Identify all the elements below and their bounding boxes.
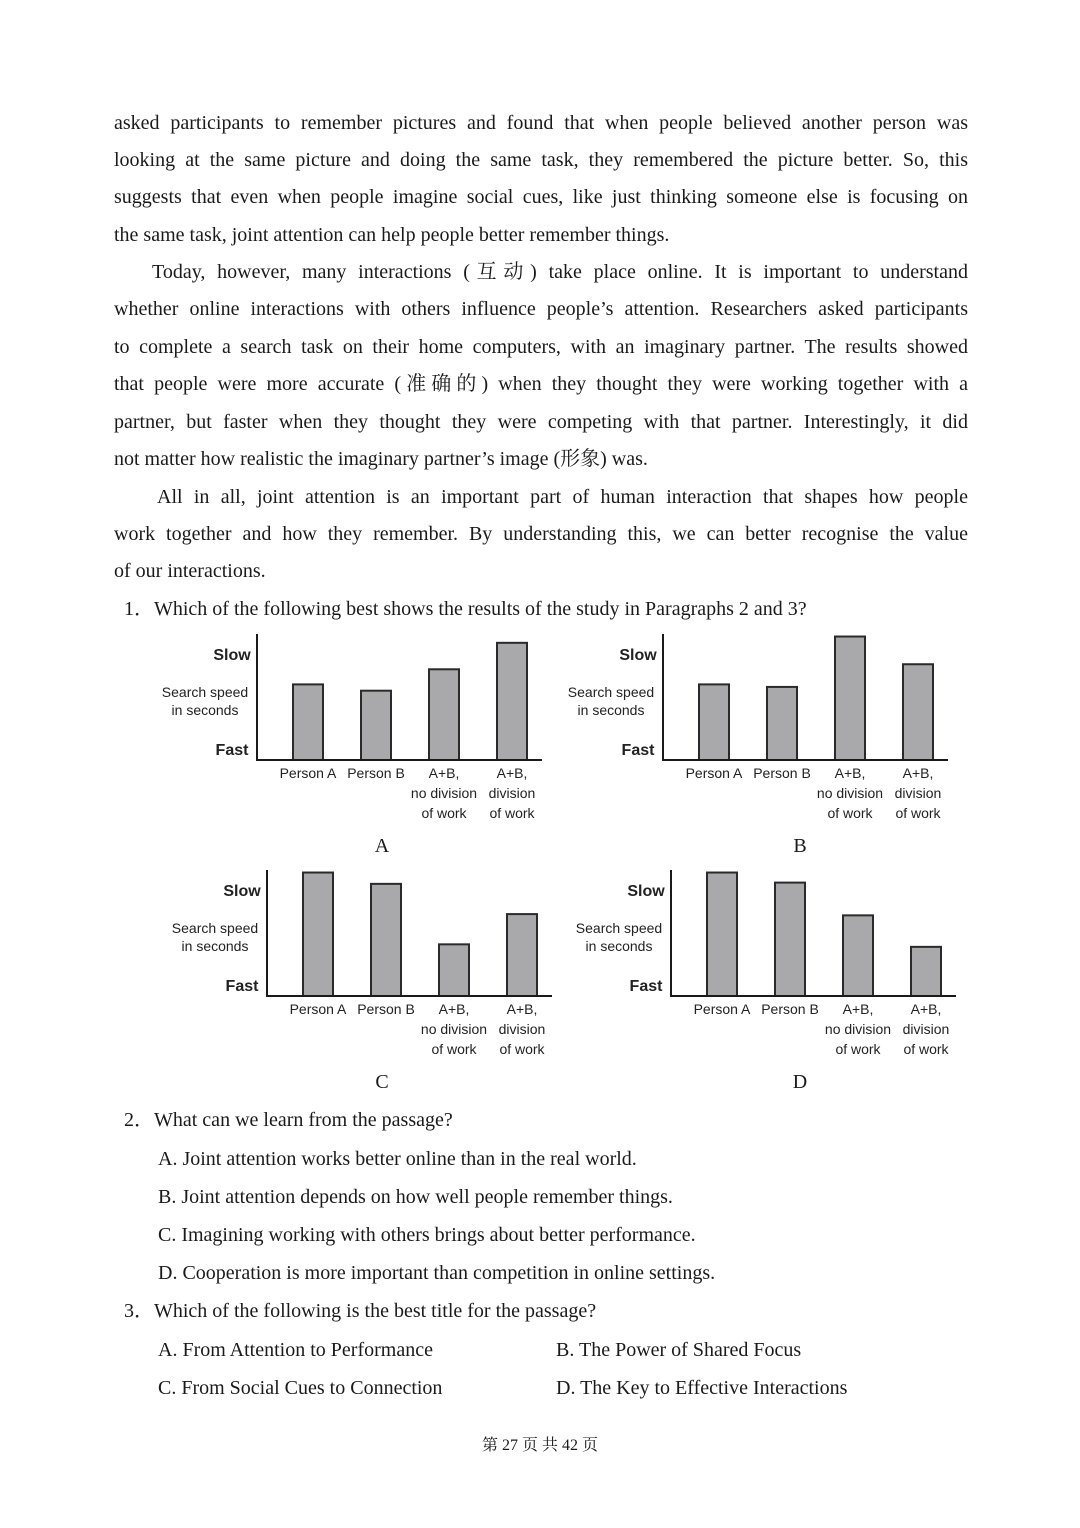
- x-tick-label: A+B,: [428, 765, 460, 781]
- x-tick-label: Person B: [761, 1001, 819, 1017]
- x-tick-label: A+B,: [496, 765, 528, 781]
- x-tick-label: A+B,: [842, 1001, 874, 1017]
- chart-bar: [835, 637, 865, 760]
- chart-option-a: [150, 630, 570, 830]
- passage-line: All in all, joint attention is an important part of human interaction that shapes how people: [157, 486, 968, 508]
- x-tick-label: of work: [827, 805, 873, 821]
- passage-line: of our interactions.: [114, 560, 266, 582]
- x-tick-label: Person A: [685, 765, 743, 781]
- question-3-option-c[interactable]: C. From Social Cues to Connection: [158, 1377, 443, 1399]
- x-tick-label: Person A: [279, 765, 337, 781]
- y-label-fast: Fast: [225, 978, 259, 995]
- x-tick-label: no division: [816, 785, 884, 801]
- passage-line: Today, however, many interactions (互动) take place online. It is important to understand: [152, 261, 968, 283]
- chart-caption-a: A: [374, 835, 390, 857]
- passage-line: the same task, joint attention can help people better remember things.: [114, 224, 670, 246]
- x-tick-label: division: [902, 1021, 950, 1037]
- x-tick-label: division: [498, 1021, 546, 1037]
- question-2-option-b[interactable]: B. Joint attention depends on how well people remember things.: [158, 1186, 673, 1208]
- passage-line: not matter how realistic the imaginary partner’s image (形象) was.: [114, 448, 648, 470]
- chart-bar: [497, 643, 527, 760]
- x-tick-label: Person B: [357, 1001, 415, 1017]
- chart-bar: [775, 883, 805, 996]
- chart-bar: [911, 947, 941, 996]
- y-axis-label: in seconds: [181, 938, 249, 954]
- chart-bar: [303, 873, 333, 996]
- y-axis-label: in seconds: [577, 702, 645, 718]
- x-tick-label: Person A: [693, 1001, 751, 1017]
- y-label-slow: Slow: [627, 883, 665, 900]
- chart-caption-c: C: [375, 1071, 389, 1093]
- y-axis-label: Search speed: [575, 920, 663, 936]
- passage-line: suggests that even when people imagine social cues, like just thinking someone else is focusing on: [114, 186, 968, 208]
- x-tick-label: A+B,: [506, 1001, 538, 1017]
- bar-chart-c: [160, 866, 580, 1066]
- passage-line: looking at the same picture and doing the same task, they remembered the picture better. So, this: [114, 149, 968, 171]
- y-label-slow: Slow: [213, 647, 251, 664]
- question-3-option-a[interactable]: A. From Attention to Performance: [158, 1339, 433, 1361]
- y-axis-label: Search speed: [171, 920, 259, 936]
- x-tick-label: of work: [421, 805, 467, 821]
- question-1-stem: 1．Which of the following best shows the results of the study in Paragraphs 2 and 3?: [124, 598, 807, 620]
- chart-bar: [293, 684, 323, 760]
- chart-caption-b: B: [793, 835, 807, 857]
- x-tick-label: no division: [824, 1021, 892, 1037]
- y-axis-label: Search speed: [567, 684, 655, 700]
- x-tick-label: of work: [499, 1041, 545, 1057]
- chart-caption-d: D: [792, 1071, 808, 1093]
- chart-option-b: [556, 630, 976, 830]
- question-3-option-b[interactable]: B. The Power of Shared Focus: [556, 1339, 802, 1361]
- x-tick-label: A+B,: [834, 765, 866, 781]
- passage-line: whether online interactions with others influence people’s attention. Researchers asked participants: [114, 298, 968, 320]
- x-tick-label: division: [488, 785, 536, 801]
- passage-line: work together and how they remember. By understanding this, we can better recognise the value: [114, 523, 968, 545]
- y-axis-label: Search speed: [161, 684, 249, 700]
- x-tick-label: Person A: [289, 1001, 347, 1017]
- question-3-option-d[interactable]: D. The Key to Effective Interactions: [556, 1377, 848, 1399]
- x-tick-label: Person B: [347, 765, 405, 781]
- chart-bar: [439, 944, 469, 996]
- x-tick-label: division: [894, 785, 942, 801]
- y-axis-label: in seconds: [171, 702, 239, 718]
- x-tick-label: A+B,: [902, 765, 934, 781]
- question-2-option-a[interactable]: A. Joint attention works better online than in the real world.: [158, 1148, 637, 1170]
- bar-chart-d: [564, 866, 984, 1066]
- x-tick-label: of work: [903, 1041, 949, 1057]
- y-label-slow: Slow: [619, 647, 657, 664]
- chart-bar: [707, 873, 737, 996]
- y-label-fast: Fast: [629, 978, 663, 995]
- x-tick-label: no division: [410, 785, 478, 801]
- chart-bar: [429, 669, 459, 760]
- x-tick-label: Person B: [753, 765, 811, 781]
- question-2-option-d[interactable]: D. Cooperation is more important than competition in online settings.: [158, 1262, 716, 1284]
- chart-bar: [371, 884, 401, 996]
- bar-chart-b: [556, 630, 976, 830]
- chart-bar: [361, 691, 391, 760]
- x-tick-label: A+B,: [438, 1001, 470, 1017]
- question-2-option-c[interactable]: C. Imagining working with others brings about better performance.: [158, 1224, 696, 1246]
- page-footer: 第 27 页 共 42 页: [481, 1437, 598, 1454]
- x-tick-label: A+B,: [910, 1001, 942, 1017]
- chart-option-d: [564, 866, 984, 1066]
- question-2-stem: 2．What can we learn from the passage?: [124, 1109, 453, 1131]
- passage-line: partner, but faster when they thought they were competing with that partner. Interestingly, it did: [114, 411, 968, 433]
- chart-bar: [843, 915, 873, 996]
- x-tick-label: of work: [835, 1041, 881, 1057]
- passage-line: to complete a search task on their home computers, with an imaginary partner. The results showed: [114, 336, 968, 358]
- chart-bar: [767, 687, 797, 760]
- x-tick-label: of work: [489, 805, 535, 821]
- x-tick-label: of work: [431, 1041, 477, 1057]
- x-tick-label: of work: [895, 805, 941, 821]
- y-label-slow: Slow: [223, 883, 261, 900]
- bar-chart-a: [150, 630, 570, 830]
- chart-bar: [507, 914, 537, 996]
- y-axis-label: in seconds: [585, 938, 653, 954]
- x-tick-label: no division: [420, 1021, 488, 1037]
- passage-line: asked participants to remember pictures and found that when people believed another person was: [114, 112, 968, 134]
- passage-line: that people were more accurate (准确的) when they thought they were working together with a: [114, 373, 968, 395]
- chart-bar: [699, 684, 729, 760]
- y-label-fast: Fast: [621, 742, 655, 759]
- question-3-stem: 3．Which of the following is the best title for the passage?: [124, 1300, 597, 1322]
- chart-option-c: [160, 866, 580, 1066]
- y-label-fast: Fast: [215, 742, 249, 759]
- chart-bar: [903, 664, 933, 760]
